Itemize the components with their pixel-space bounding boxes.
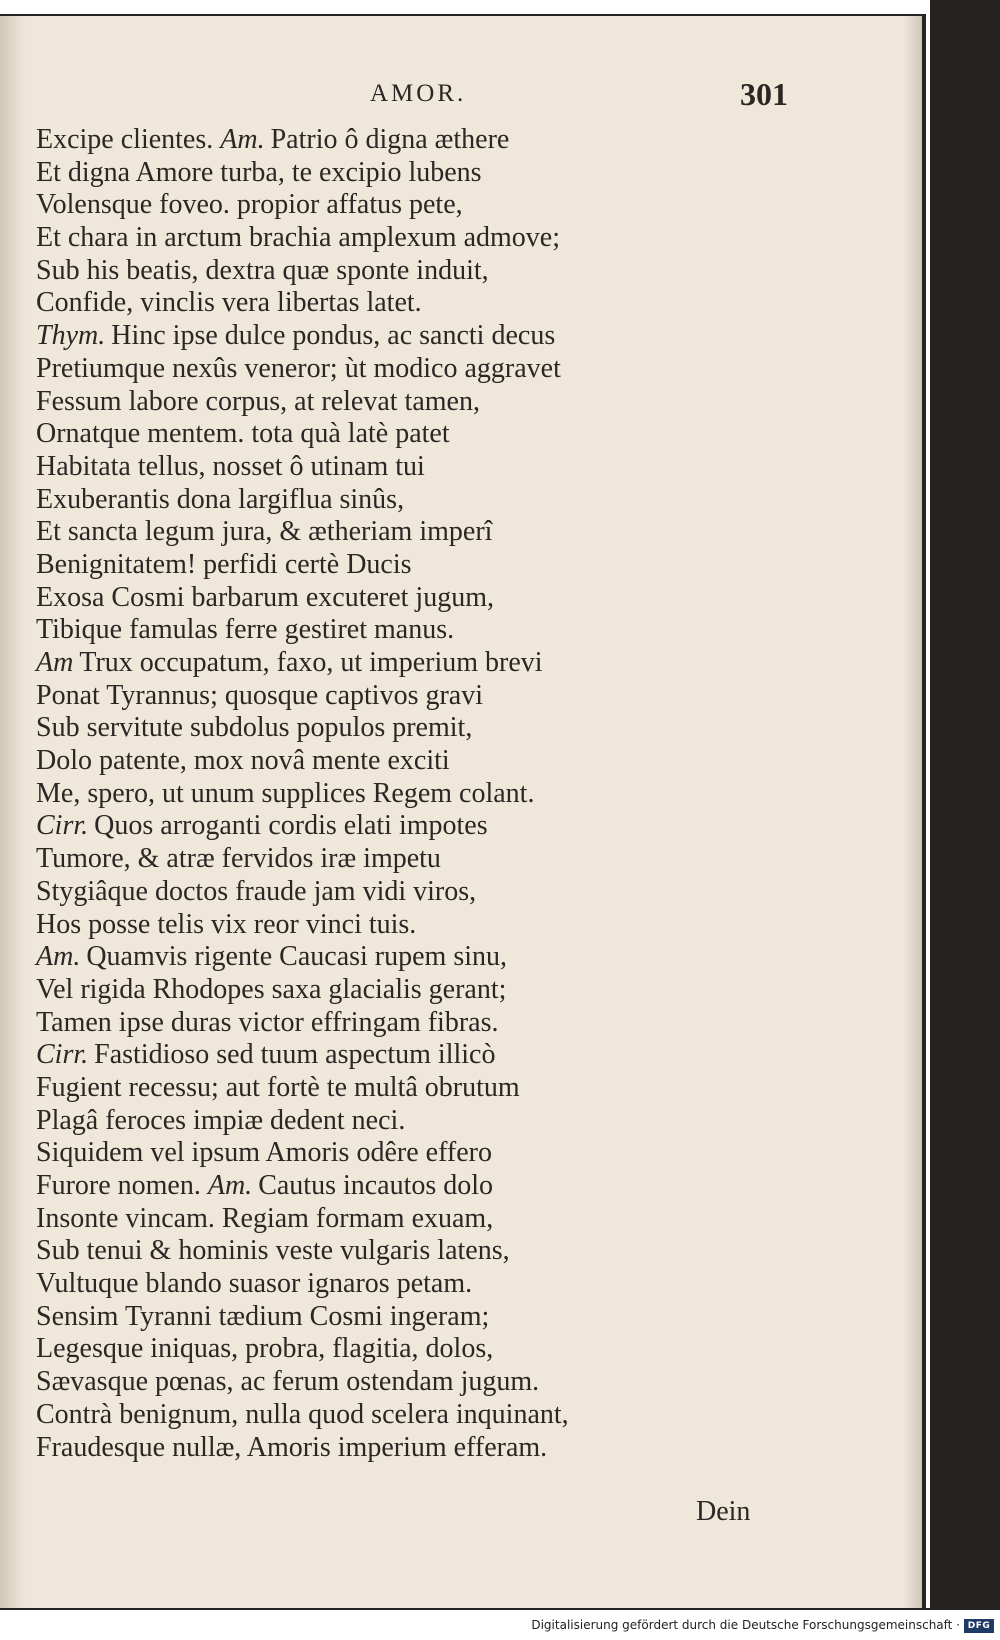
verse-line <box>36 1170 836 1203</box>
line-text: Volensque foveo. propior affatus pete, <box>36 189 463 221</box>
line-text: Insonte vincam. Regiam formam exuam, <box>36 1202 494 1234</box>
verse-line <box>36 320 836 353</box>
verse-line <box>36 778 836 811</box>
line-text: Ponat Tyrannus; quosque captivos gravi <box>36 679 484 711</box>
verse-line <box>36 810 836 843</box>
line-text: Exosa Cosmi barbarum excuteret jugum, <box>36 581 494 613</box>
verse-line <box>36 647 836 680</box>
footer-credit: Digitalisierung gefördert durch die Deutsche Forschungsgemeinschaft · <box>531 1618 960 1632</box>
verse-line <box>36 1105 836 1138</box>
verse-line <box>36 745 836 778</box>
verse-line <box>36 1366 836 1399</box>
speaker-label: Cirr. <box>36 1039 89 1071</box>
line-text: Et sancta legum jura, & ætheriam imperî <box>36 516 493 548</box>
digitization-footer <box>0 1616 1000 1640</box>
verse-line <box>36 516 836 549</box>
page-number: 301 <box>740 76 788 112</box>
line-text: Et digna Amore turba, te excipio lubens <box>36 156 482 188</box>
line-text: Et chara in arctum brachia amplexum admove; <box>36 222 561 254</box>
line-text: Benignitatem! perfidi certè Ducis <box>36 548 412 580</box>
verse-line <box>36 1432 836 1465</box>
verse-line <box>36 124 836 157</box>
verse-line <box>36 909 836 942</box>
line-text: Fraudesque nullæ, Amoris imperium efferam. <box>36 1431 548 1463</box>
line-text: Patrio ô digna æthere <box>270 124 510 155</box>
verse-line <box>36 1399 836 1432</box>
line-text: Confide, vinclis vera libertas latet. <box>36 287 422 319</box>
line-text: Sensim Tyranni tædium Cosmi ingeram; <box>36 1300 490 1332</box>
line-text: Vel rigida Rhodopes saxa glacialis gerant; <box>36 973 507 1005</box>
verse-line <box>36 451 836 484</box>
running-title: AMOR. <box>370 80 467 107</box>
line-text: Fessum labore corpus, at relevat tamen, <box>36 385 480 417</box>
verse-line <box>36 1039 836 1072</box>
speaker-label: Thym. <box>36 320 106 352</box>
verse-line <box>36 189 836 222</box>
line-text: Siquidem vel ipsum Amoris odêre effero <box>36 1137 492 1169</box>
scan-background-strip <box>930 0 1000 1610</box>
line-text: Sævasque pœnas, ac ferum ostendam jugum. <box>36 1366 540 1398</box>
speaker-label: Am <box>36 647 74 678</box>
verse-line <box>36 157 836 190</box>
dfg-logo: DFG <box>964 1619 994 1633</box>
line-text: Sub his beatis, dextra quæ sponte induit, <box>36 254 489 286</box>
verse-line <box>36 1072 836 1105</box>
line-text: Hos posse telis vix reor vinci tuis. <box>36 908 417 940</box>
line-text: Habitata tellus, nosset ô utinam tui <box>36 450 425 482</box>
verse-line <box>36 680 836 713</box>
verse-line <box>36 549 836 582</box>
verse-line <box>36 582 836 615</box>
line-text: Cautus incautos dolo <box>258 1170 494 1201</box>
line-text: Excipe clientes. <box>36 124 214 155</box>
line-text: Tibique famulas ferre gestiret manus. <box>36 614 455 646</box>
line-text: Quos arroganti cordis elati impotes <box>94 810 488 842</box>
line-text: Sub servitute subdolus populos premit, <box>36 712 473 744</box>
verse-line <box>36 1301 836 1334</box>
line-text: Fastidioso sed tuum aspectum illicò <box>94 1039 496 1071</box>
verse-line <box>36 1137 836 1170</box>
line-text: Exuberantis dona largiflua sinûs, <box>36 483 405 515</box>
speaker-label: Am. <box>207 1170 253 1201</box>
line-text: Stygiâque doctos fraude jam vidi viros, <box>36 875 477 907</box>
line-text: Me, spero, ut unum supplices Regem colant. <box>36 777 535 809</box>
verse-line <box>36 418 836 451</box>
line-text: Tamen ipse duras victor effringam fibras. <box>36 1006 499 1038</box>
line-text: Furore nomen. <box>36 1170 201 1201</box>
verse-line <box>36 1333 836 1366</box>
verse-line <box>36 1203 836 1236</box>
verse-text <box>36 124 836 1464</box>
line-text: Vultuque blando suasor ignaros petam. <box>36 1268 473 1300</box>
catchword: Dein <box>696 1496 751 1527</box>
verse-line <box>36 484 836 517</box>
verse-line <box>36 843 836 876</box>
page-header <box>0 76 926 120</box>
scan-bottom-edge <box>0 1608 930 1610</box>
speaker-label: Cirr. <box>36 810 89 842</box>
verse-line <box>36 287 836 320</box>
line-text: Quamvis rigente Caucasi rupem sinu, <box>86 941 508 973</box>
verse-line <box>36 712 836 745</box>
verse-line <box>36 1235 836 1268</box>
line-text: Fugient recessu; aut fortè te multâ obrutum <box>36 1071 520 1103</box>
verse-line <box>36 614 836 647</box>
verse-line <box>36 1268 836 1301</box>
verse-line <box>36 974 836 1007</box>
verse-line <box>36 386 836 419</box>
line-text: Sub tenui & hominis veste vulgaris latens, <box>36 1235 510 1267</box>
line-text: Legesque iniquas, probra, flagitia, dolos, <box>36 1333 494 1365</box>
line-text: Tumore, & atræ fervidos iræ impetu <box>36 843 441 875</box>
line-text: Hinc ipse dulce pondus, ac sancti decus <box>111 320 556 352</box>
line-text: Pretiumque nexûs veneror; ùt modico aggravet <box>36 352 561 384</box>
speaker-label: Am. <box>220 124 265 155</box>
line-text: Dolo patente, mox novâ mente exciti <box>36 745 450 777</box>
verse-line <box>36 353 836 386</box>
verse-line <box>36 941 836 974</box>
verse-line <box>36 1007 836 1040</box>
line-text: Contrà benignum, nulla quod scelera inquinant, <box>36 1398 569 1430</box>
line-text: Ornatque mentem. tota quà latè patet <box>36 418 450 450</box>
speaker-label: Am. <box>36 941 81 973</box>
book-page <box>0 14 926 1610</box>
verse-line <box>36 876 836 909</box>
line-text: Plagâ feroces impiæ dedent neci. <box>36 1104 406 1136</box>
verse-line <box>36 222 836 255</box>
line-text: Trux occupatum, faxo, ut imperium brevi <box>79 647 543 678</box>
verse-line <box>36 255 836 288</box>
